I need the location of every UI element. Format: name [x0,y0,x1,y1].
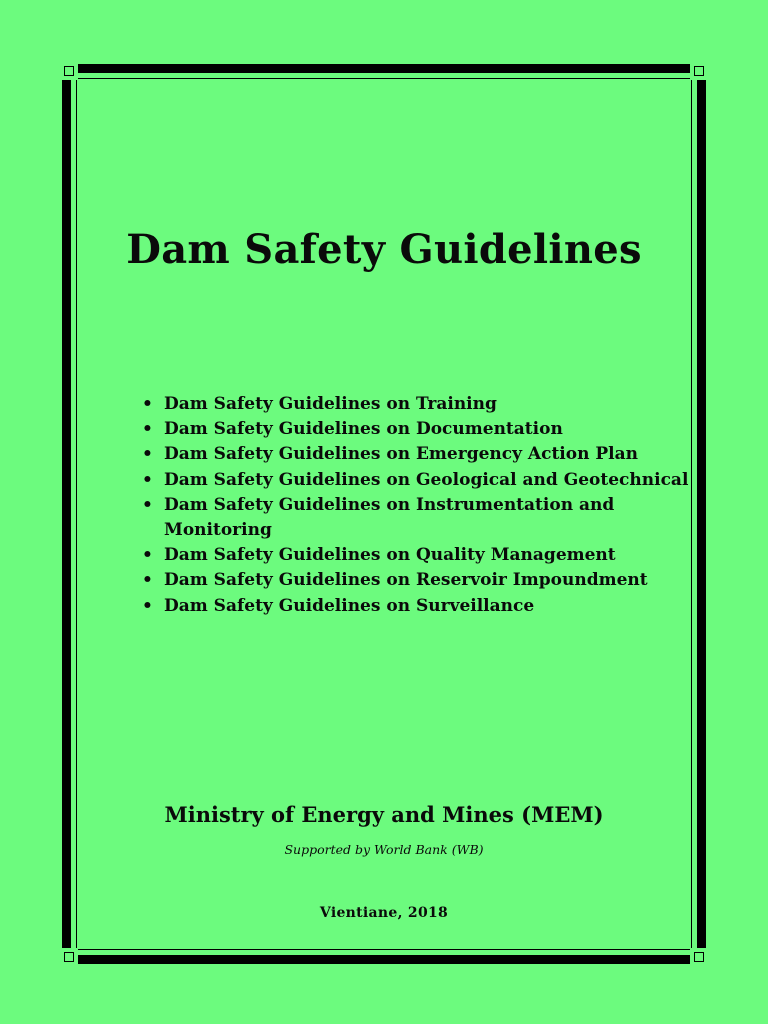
list-item [140,493,700,543]
list-item [140,568,700,593]
guideline-geological-geotechnical: Dam Safety Guidelines on Geological and Geotechnical [164,469,689,490]
guidelines-list [140,392,700,619]
corner-ornament [64,952,74,962]
bullet-icon: • [142,595,153,616]
ministry-name: Ministry of Energy and Mines (MEM) [164,802,604,827]
bullet-icon: • [142,545,153,566]
list-item [140,594,700,619]
bullet-icon: • [142,444,153,465]
corner-ornament [694,952,704,962]
guideline-training: Dam Safety Guidelines on Training [164,394,497,414]
guideline-reservoir-impoundment: Dam Safety Guidelines on Reservoir Impoundment [164,570,648,591]
bullet-icon: • [142,419,153,440]
guideline-quality-management: Dam Safety Guidelines on Quality Management [164,545,616,566]
support-line: Supported by World Bank (WB) [284,842,484,857]
corner-ornament [694,66,704,76]
bullet-icon: • [142,469,153,490]
guideline-emergency-action-plan: Dam Safety Guidelines on Emergency Action Plan [164,444,638,465]
bullet-icon: • [142,394,153,414]
list-item [140,392,700,417]
list-item [140,543,700,568]
guideline-surveillance: Dam Safety Guidelines on Surveillance [164,595,535,616]
bullet-icon: • [142,570,153,591]
guideline-documentation: Dam Safety Guidelines on Documentation [164,419,563,440]
bullet-icon: • [142,494,153,515]
list-item [140,468,700,493]
list-item [140,442,700,467]
corner-ornament [64,66,74,76]
guideline-instrumentation-monitoring: Dam Safety Guidelines on Instrumentation and Monitoring [164,494,615,541]
list-item [140,417,700,442]
place-and-date: Vientiane, 2018 [319,905,449,921]
document-title: Dam Safety Guidelines [126,226,642,273]
